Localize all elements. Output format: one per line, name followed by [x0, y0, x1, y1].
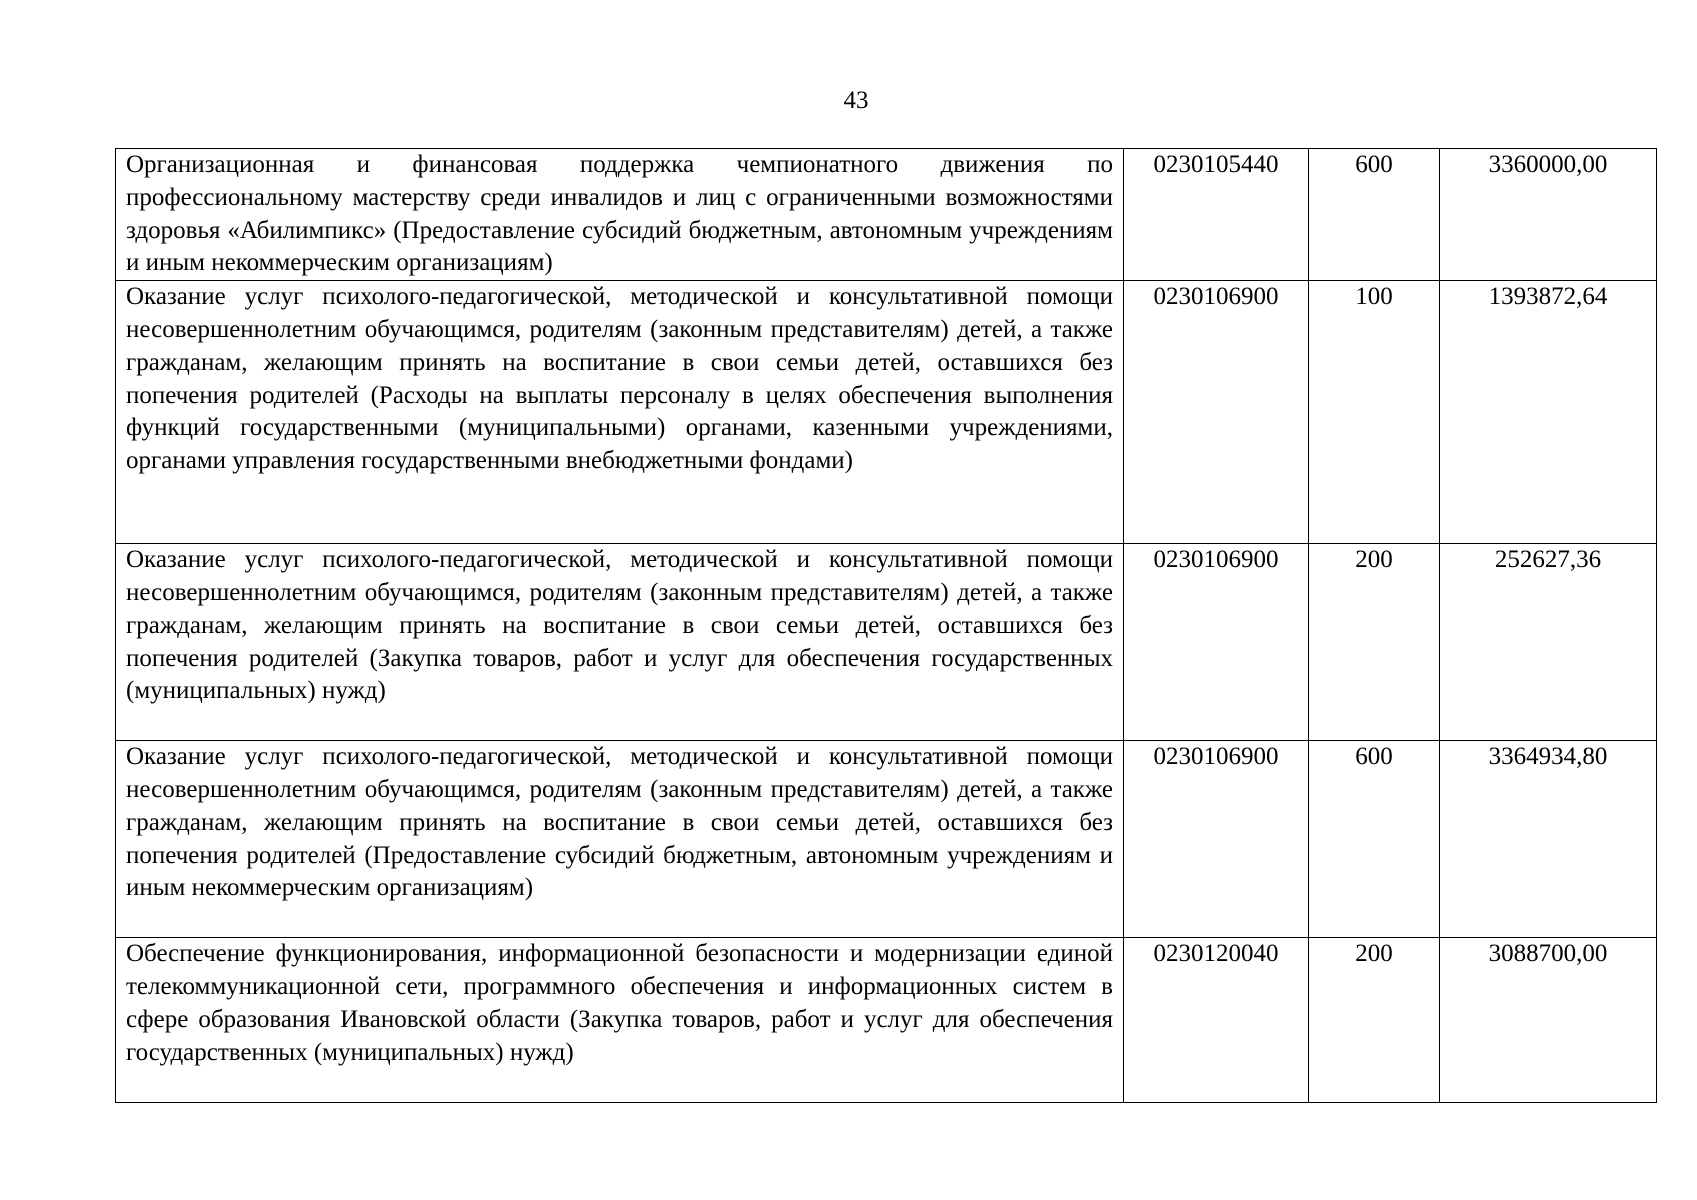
target-article-code: 0230120040 [1124, 938, 1309, 1103]
amount: 3364934,80 [1440, 741, 1657, 938]
amount: 3360000,00 [1440, 149, 1657, 281]
budget-table [115, 148, 1657, 1103]
target-article-code: 0230105440 [1124, 149, 1309, 281]
target-article-code: 0230106900 [1124, 281, 1309, 544]
table-row [116, 149, 1657, 281]
table-row [116, 938, 1657, 1103]
amount: 1393872,64 [1440, 281, 1657, 544]
expense-type-code: 200 [1309, 938, 1440, 1103]
target-article-code: 0230106900 [1124, 741, 1309, 938]
amount: 3088700,00 [1440, 938, 1657, 1103]
expense-type-code: 600 [1309, 741, 1440, 938]
table-row [116, 281, 1657, 544]
expense-type-code: 200 [1309, 544, 1440, 741]
page-number: 43 [843, 87, 869, 114]
table-row [116, 741, 1657, 938]
expense-type-code: 600 [1309, 149, 1440, 281]
table-row [116, 544, 1657, 741]
expense-description: Оказание услуг психолого-педагогической, методической и консультативной помощи несовершеннолетним обучающимся, родителям (законным представителям) детей, а также гражданам, желающим принять на воспитание в свои семьи детей, оставшихся без попечения родителей (Расходы на выплаты персоналу в целях обеспечения выполнения функций государственными (муниципальными) органами, казенными учреждениями, органами управления государственными внебюджетными фондами) [116, 281, 1124, 544]
target-article-code: 0230106900 [1124, 544, 1309, 741]
expense-description: Оказание услуг психолого-педагогической, методической и консультативной помощи несовершеннолетним обучающимся, родителям (законным представителям) детей, а также гражданам, желающим принять на воспитание в свои семьи детей, оставшихся без попечения родителей (Предоставление субсидий бюджетным, автономным учреждениям и иным некоммерческим организациям) [116, 741, 1124, 938]
amount: 252627,36 [1440, 544, 1657, 741]
expense-description: Оказание услуг психолого-педагогической, методической и консультативной помощи несовершеннолетним обучающимся, родителям (законным представителям) детей, а также гражданам, желающим принять на воспитание в свои семьи детей, оставшихся без попечения родителей (Закупка товаров, работ и услуг для обеспечения государственных (муниципальных) нужд) [116, 544, 1124, 741]
expense-type-code: 100 [1309, 281, 1440, 544]
expense-description: Обеспечение функционирования, информационной безопасности и модернизации единой телекоммуникационной сети, программного обеспечения и информационных систем в сфере образования Ивановской области (Закупка товаров, работ и услуг для обеспечения государственных (муниципальных) нужд) [116, 938, 1124, 1103]
expense-description: Организационная и финансовая поддержка чемпионатного движения по профессиональному мастерству среди инвалидов и лиц с ограниченными возможностями здоровья «Абилимпикс» (Предоставление субсидий бюджетным, автономным учреждениям и иным некоммерческим организациям) [116, 149, 1124, 281]
